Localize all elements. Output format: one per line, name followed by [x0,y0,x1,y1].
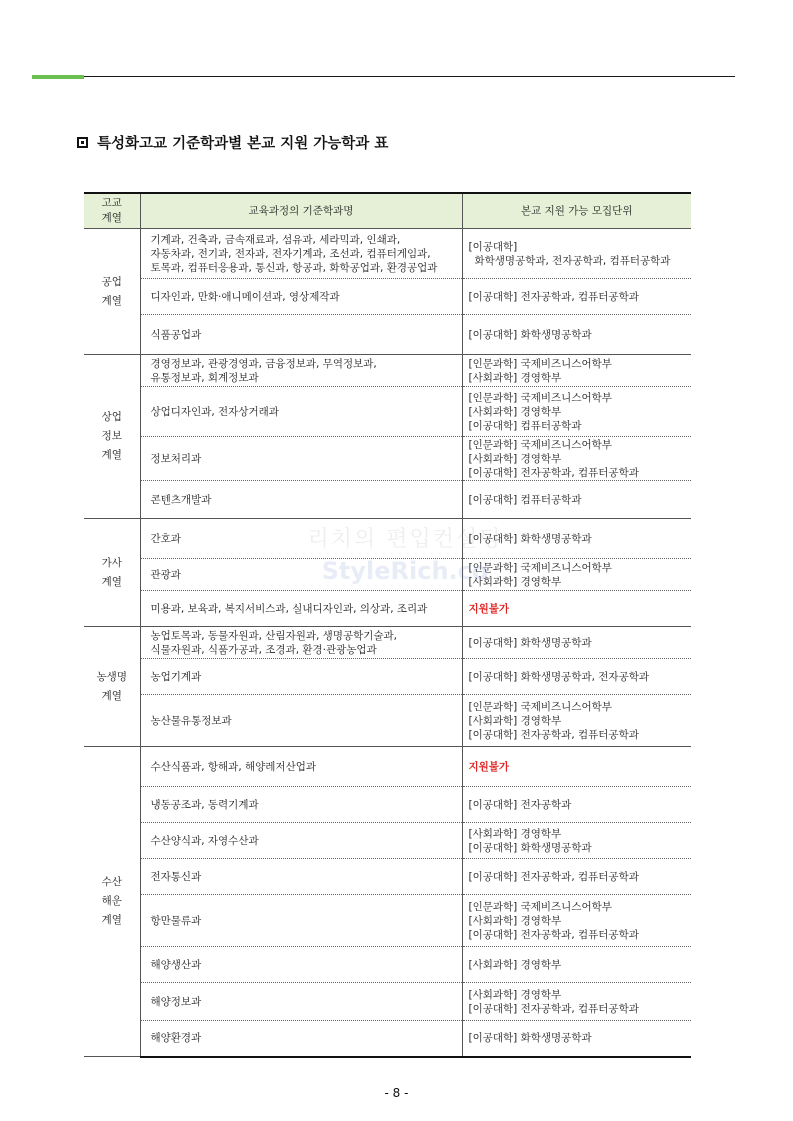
target-cell: [이공대학] 화학생명공학과 [462,1021,691,1057]
course-cell: 간호과 [140,519,462,559]
table-header-row [84,193,691,229]
target-cell: [이공대학] 화학생명공학과 [462,627,691,659]
group-label: 수산 해운 계열 [84,747,140,1057]
table-row [84,481,691,519]
course-cell: 전자통신과 [140,859,462,895]
course-cell: 농산물유통정보과 [140,695,462,747]
target-cell: [이공대학] 화학생명공학과 [462,315,691,355]
table-row [84,983,691,1021]
table-row [84,387,691,437]
header-course: 교육과정의 기준학과명 [140,193,462,229]
table-row [84,519,691,559]
table-row [84,315,691,355]
table-row [84,437,691,481]
target-cell: [이공대학] 전자공학과, 컴퓨터공학과 [462,279,691,315]
table-row [84,895,691,947]
target-cell: [사회과학] 경영학부 [이공대학] 화학생명공학과 [462,823,691,859]
section-title-text: 특성화고교 기준학과별 본교 지원 가능학과 표 [97,136,389,152]
not-allowed-label: 지원불가 [462,591,691,627]
course-cell: 해양생산과 [140,947,462,983]
target-cell: [인문과학] 국제비즈니스어학부 [사회과학] 경영학부 [이공대학] 전자공학과, 컴퓨터공학과 [462,695,691,747]
group-label: 가사 계열 [84,519,140,627]
course-cell: 수산양식과, 자영수산과 [140,823,462,859]
course-cell: 관광과 [140,559,462,591]
course-cell: 항만물류과 [140,895,462,947]
target-cell: [사회과학] 경영학부 [462,947,691,983]
table-row [84,859,691,895]
table-row [84,559,691,591]
course-cell: 상업디자인과, 전자상거래과 [140,387,462,437]
target-cell: [인문과학] 국제비즈니스어학부 [사회과학] 경영학부 [462,355,691,387]
watermark-line2: StyleRich.co [321,557,489,585]
course-cell: 콘텐츠개발과 [140,481,462,519]
table-row [84,1021,691,1057]
not-allowed-label: 지원불가 [462,747,691,787]
header-rule [32,76,735,77]
table-row [84,695,691,747]
target-cell: [이공대학] 화학생명공학과, 전자공학과, 컴퓨터공학과 [462,229,691,279]
table-body [84,229,691,1057]
target-cell: [인문과학] 국제비즈니스어학부 [사회과학] 경영학부 [462,559,691,591]
table-row [84,823,691,859]
header-grade: 고교 계열 [84,193,140,229]
course-cell: 해양환경과 [140,1021,462,1057]
target-cell: [이공대학] 컴퓨터공학과 [462,481,691,519]
table-row [84,787,691,823]
page-number: - 8 - [384,1086,409,1100]
course-cell: 정보처리과 [140,437,462,481]
target-cell: [인문과학] 국제비즈니스어학부 [사회과학] 경영학부 [이공대학] 전자공학과, 컴퓨터공학과 [462,437,691,481]
table-row [84,591,691,627]
target-cell: [인문과학] 국제비즈니스어학부 [사회과학] 경영학부 [이공대학] 컴퓨터공학과 [462,387,691,437]
target-cell: [이공대학] 화학생명공학과, 전자공학과 [462,659,691,695]
course-cell: 디자인과, 만화·애니메이션과, 영상제작과 [140,279,462,315]
square-bullet-icon [77,137,88,148]
course-cell: 해양정보과 [140,983,462,1021]
target-cell: [이공대학] 전자공학과 [462,787,691,823]
table-row [84,947,691,983]
course-cell: 수산식품과, 항해과, 해양레저산업과 [140,747,462,787]
table-row [84,659,691,695]
target-cell: [인문과학] 국제비즈니스어학부 [사회과학] 경영학부 [이공대학] 전자공학과, 컴퓨터공학과 [462,895,691,947]
table-row [84,229,691,279]
course-cell: 미용과, 보육과, 복지서비스과, 실내디자인과, 의상과, 조리과 [140,591,462,627]
course-cell: 농업기계과 [140,659,462,695]
group-label: 상업 정보 계열 [84,355,140,519]
course-cell: 경영정보과, 관광경영과, 금융정보과, 무역정보과, 유통정보과, 회계정보과 [140,355,462,387]
group-label: 공업 계열 [84,229,140,355]
course-cell: 농업토목과, 동물자원과, 산림자원과, 생명공학기술과, 식물자원과, 식품가공과, 조경과, 환경·관광농업과 [140,627,462,659]
table-row [84,627,691,659]
admission-table [84,192,691,1058]
course-cell: 식품공업과 [140,315,462,355]
watermark-line1: 리치의 편입컨설팅 [307,527,503,552]
header-target: 본교 지원 가능 모집단위 [462,193,691,229]
section-title [77,132,388,153]
target-cell: [이공대학] 화학생명공학과 [462,519,691,559]
table-row [84,355,691,387]
header-accent-bar [32,75,84,79]
target-cell: [사회과학] 경영학부 [이공대학] 전자공학과, 컴퓨터공학과 [462,983,691,1021]
course-cell: 냉동공조과, 동력기계과 [140,787,462,823]
target-cell: [이공대학] 전자공학과, 컴퓨터공학과 [462,859,691,895]
table-row [84,747,691,787]
table-row [84,279,691,315]
course-cell: 기계과, 건축과, 금속재료과, 섬유과, 세라믹과, 인쇄과, 자동차과, 전기과, 전자과, 전자기계과, 조선과, 컴퓨터게임과, 토목과, 컴퓨터응용과, 통신과, 항공과, 화학공업과, 환경공업과 [140,229,462,279]
group-label: 농생명 계열 [84,627,140,747]
